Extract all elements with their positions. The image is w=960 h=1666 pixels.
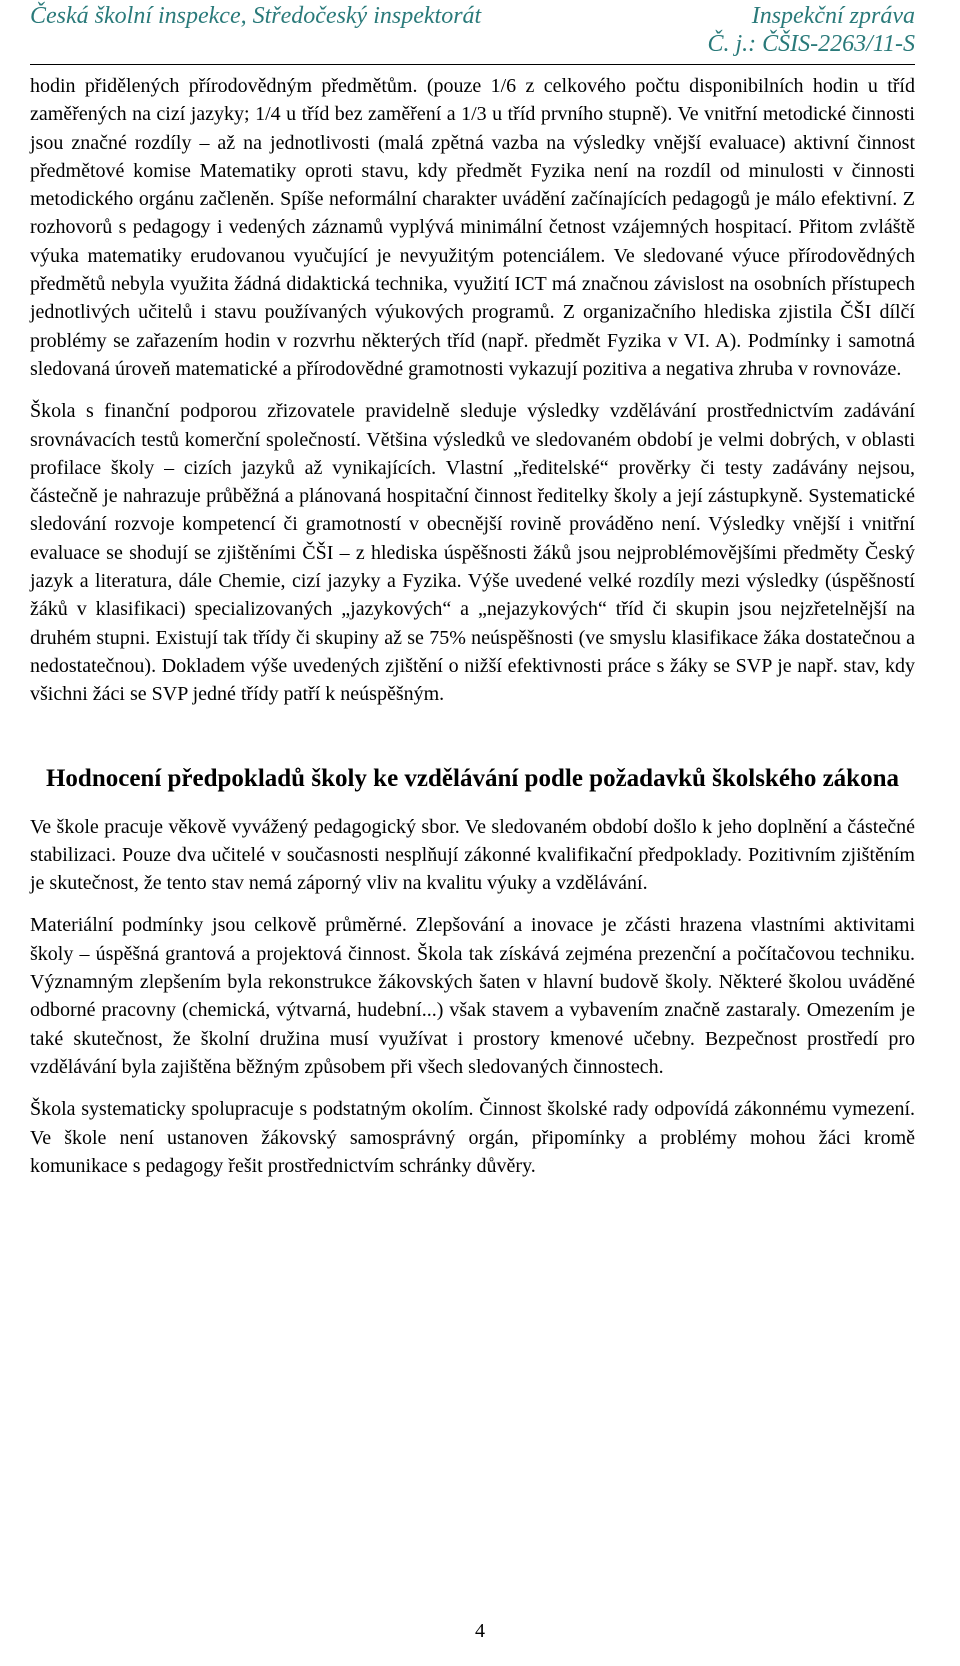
paragraph: hodin přidělených přírodovědným předmětům. (pouze 1/6 z celkového počtu disponibilních hodin u tříd zaměřených na cizí jazyky; 1/4 u tříd bez zaměření a 1/3 u tříd prvního stupně). Ve vnitřní metodické činnosti jsou značné rozdíly – až na jednotlivosti (malá zpětná vazba na výsledky vnější evaluace) aktivní činnost předmětové komise Matematiky oproti stavu, kdy předmět Fyzika není na rozdíl od minulosti v činnosti metodického orgánu začleněn. Spíše neformální charakter uvádění začínajících pedagogů je málo efektivní. Z rozhovorů s pedagogy i vedených záznamů vyplývá minimální četnost vzájemných hospitací. Přitom zvláště výuka matematiky erudovanou vyučující je nevyužitým potenciálem. Ve sledované výuce přírodovědných předmětů nebyla využita žádná didaktická technika, využití ICT má značnou závislost na osobních přístupech jednotlivých učitelů i stavu používaných výukových programů. Z organizačního hlediska zjistila ČŠI dílčí problémy se zařazením hodin v rozvrhu některých tříd (např. předmět Fyzika v VI. A). Podmínky i samotná sledovaná úroveň matematické a přírodovědné gramotnosti vykazují pozitiva a negativa zhruba v rovnováze. (30, 75, 915, 380)
document-body (30, 72, 915, 1180)
section-heading: Hodnocení předpokladů školy ke vzdělávání podle požadavků školského zákona (45, 764, 899, 792)
paragraph: Škola s finanční podporou zřizovatele pravidelně sleduje výsledky vzdělávání prostřednictvím zadávání srovnávacích testů komerční společností. Většina výsledků ve sledovaném období je velmi dobrých, v oblasti profilace školy – cizích jazyků až vynikajících. Vlastní „ředitelské“ prověrky či testy zadávány nejsou, částečně je nahrazuje průběžná a plánovaná hospitační činnost ředitelky školy a její zástupkyně. Systematické sledování rozvoje kompetencí či gramotností v obecnější rovině prováděno není. Výsledky vnější i vnitřní evaluace se shodují se zjištěními ČŠI – z hlediska úspěšnosti žáků jsou nejproblémovějšími předměty Český jazyk a literatura, dále Chemie, cizí jazyky a Fyzika. Výše uvedené velké rozdíly mezi výsledky (úspěšností žáků v klasifikaci) specializovaných „jazykových“ a „nejazykových“ tříd či skupin jsou nejzřetelnější na druhém stupni. Existují tak třídy či skupiny až se 75% neúspěšnosti (ve smyslu klasifikace žáka dostatečnou a nedostatečnou). Dokladem výše uvedených zjištění o nižší efektivnosti práce s žáky se SVP je např. stav, kdy všichni žáci se SVP jedné třídy patří k neúspěšným. (30, 400, 915, 706)
page-header (30, 2, 915, 58)
header-divider (30, 64, 915, 65)
page-number: 4 (475, 1620, 485, 1642)
paragraph: Škola systematicky spolupracuje s podstatným okolím. Činnost školské rady odpovídá zákonnému vymezení. Ve škole není ustanoven žákovský samosprávný orgán, připomínky a problémy mohou žáci kromě komunikace s pedagogy řešit prostřednictvím schránky důvěry. (30, 1098, 915, 1177)
header-report-title: Inspekční zpráva (751, 3, 915, 29)
header-organization: Česká školní inspekce, Středočeský inspektorát (30, 3, 482, 29)
header-reference-number: Č. j.: ČŠIS-2263/11-S (707, 31, 915, 57)
paragraph: Materiální podmínky jsou celkově průměrné. Zlepšování a inovace je zčásti hrazena vlastními aktivitami školy – úspěšná grantová a projektová činnost. Škola tak získává zejména prezenční a počítačovou techniku. Významným zlepšením byla rekonstrukce žákovských šaten v hlavní budově školy. Některé školou uváděné odborné pracovny (chemická, výtvarná, hudební...) však stavem a vybavením značně zastaraly. Omezením je také skutečnost, že školní družina musí využívat i prostory kmenové učebny. Bezpečnost prostředí pro vzdělávání byla zajištěna běžným způsobem při všech sledovaných činnostech. (30, 914, 915, 1078)
header-report-info (707, 2, 915, 58)
paragraph: Ve škole pracuje věkově vyvážený pedagogický sbor. Ve sledovaném období došlo k jeho doplnění a částečné stabilizaci. Pouze dva učitelé v současnosti nesplňují zákonné kvalifikační předpoklady. Pozitivním zjištěním je skutečnost, že tento stav nemá záporný vliv na kvalitu výuky a vzdělávání. (30, 815, 915, 895)
